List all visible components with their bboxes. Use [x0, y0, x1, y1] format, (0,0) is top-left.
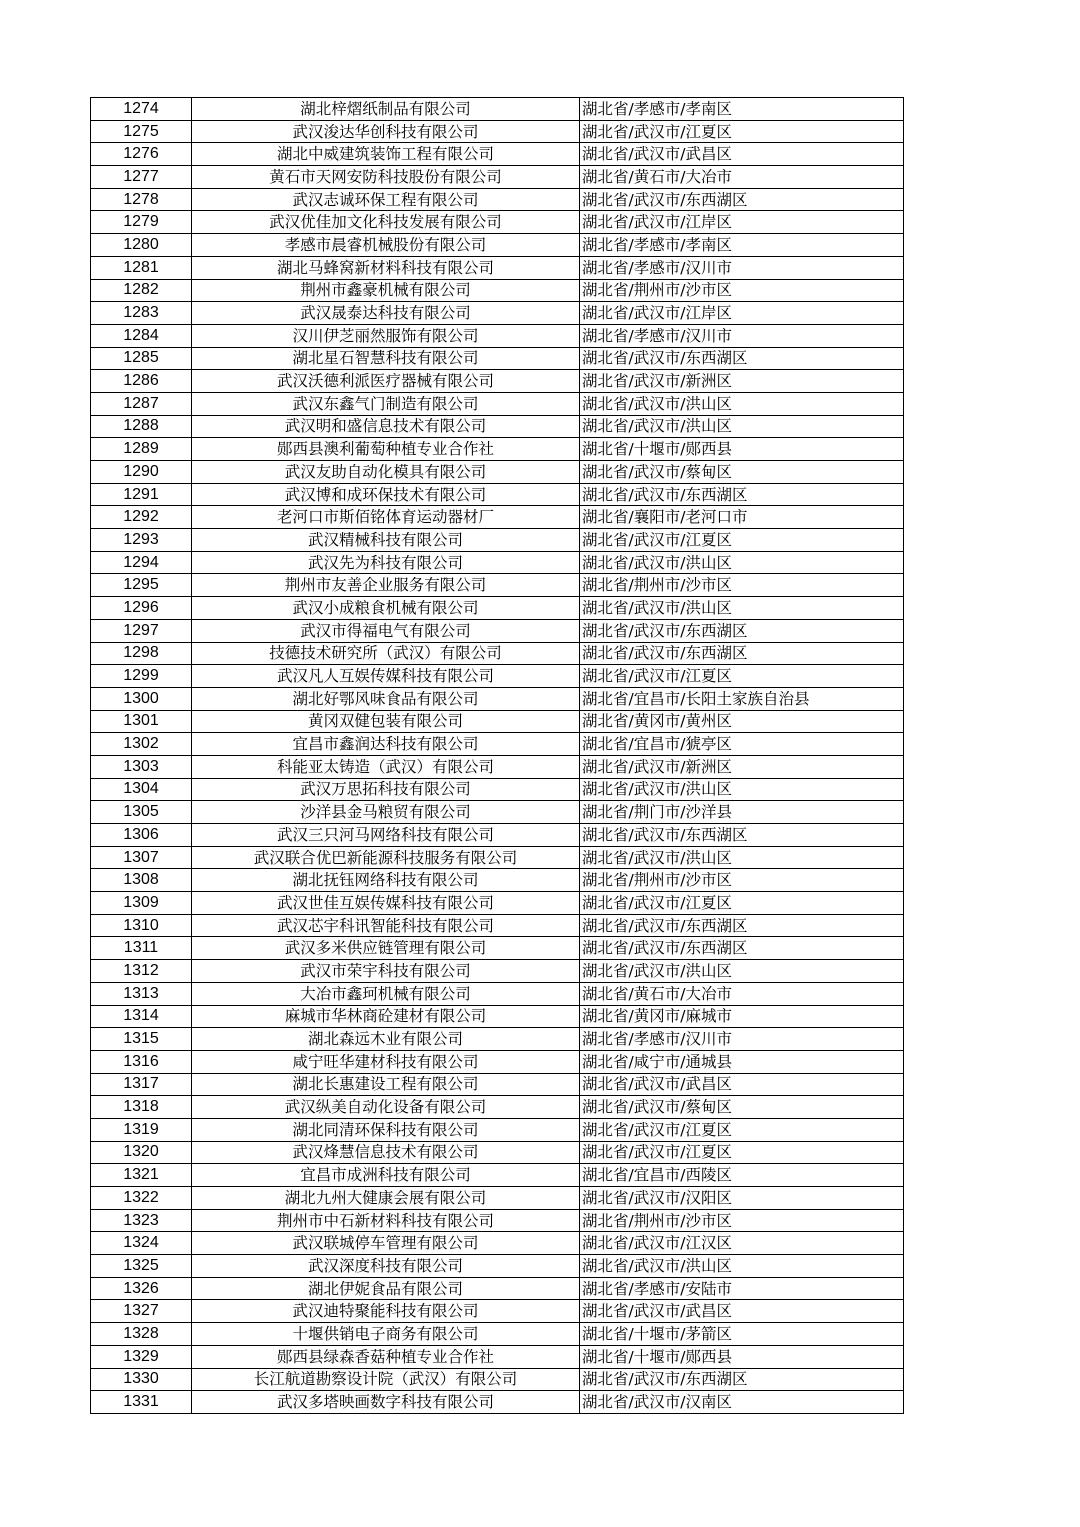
- region-cell: 湖北省/黄冈市/黄州区: [580, 710, 904, 733]
- region-cell: 湖北省/黄石市/大冶市: [580, 982, 904, 1005]
- row-number-cell: 1289: [91, 438, 192, 461]
- region-cell: 湖北省/武汉市/江夏区: [580, 1141, 904, 1164]
- row-number-cell: 1304: [91, 778, 192, 801]
- company-name-cell: 湖北长惠建设工程有限公司: [192, 1073, 580, 1096]
- company-name-cell: 武汉市得福电气有限公司: [192, 619, 580, 642]
- table-row: [91, 324, 904, 347]
- region-cell: 湖北省/武汉市/东西湖区: [580, 937, 904, 960]
- region-cell: 湖北省/武汉市/东西湖区: [580, 1368, 904, 1391]
- row-number-cell: 1309: [91, 892, 192, 915]
- table-row: [91, 801, 904, 824]
- table-row: [91, 1164, 904, 1187]
- company-name-cell: 武汉芯宇科讯智能科技有限公司: [192, 914, 580, 937]
- table-row: [91, 188, 904, 211]
- row-number-cell: 1294: [91, 551, 192, 574]
- company-name-cell: 荆州市友善企业服务有限公司: [192, 574, 580, 597]
- row-number-cell: 1328: [91, 1323, 192, 1346]
- row-number-cell: 1314: [91, 1005, 192, 1028]
- region-cell: 湖北省/孝感市/汉川市: [580, 324, 904, 347]
- table-row: [91, 461, 904, 484]
- table-row: [91, 1187, 904, 1210]
- table-row: [91, 506, 904, 529]
- table-row: [91, 1232, 904, 1255]
- company-name-cell: 武汉迪特聚能科技有限公司: [192, 1300, 580, 1323]
- region-cell: 湖北省/武汉市/东西湖区: [580, 619, 904, 642]
- table-row: [91, 1028, 904, 1051]
- table-row: [91, 98, 904, 121]
- company-name-cell: 沙洋县金马粮贸有限公司: [192, 801, 580, 824]
- company-name-cell: 武汉联城停车管理有限公司: [192, 1232, 580, 1255]
- company-name-cell: 湖北同清环保科技有限公司: [192, 1118, 580, 1141]
- row-number-cell: 1325: [91, 1255, 192, 1278]
- table-row: [91, 1391, 904, 1414]
- region-cell: 湖北省/武汉市/新洲区: [580, 370, 904, 393]
- company-name-cell: 老河口市斯佰铭体育运动器材厂: [192, 506, 580, 529]
- company-name-cell: 武汉优佳加文化科技发展有限公司: [192, 211, 580, 234]
- company-name-cell: 湖北抚钰网络科技有限公司: [192, 869, 580, 892]
- table-row: [91, 642, 904, 665]
- company-name-cell: 湖北梓熠纸制品有限公司: [192, 98, 580, 121]
- row-number-cell: 1301: [91, 710, 192, 733]
- row-number-cell: 1282: [91, 279, 192, 302]
- table-row: [91, 1255, 904, 1278]
- region-cell: 湖北省/武汉市/东西湖区: [580, 914, 904, 937]
- region-cell: 湖北省/武汉市/江夏区: [580, 120, 904, 143]
- region-cell: 湖北省/武汉市/江夏区: [580, 892, 904, 915]
- region-cell: 湖北省/武汉市/武昌区: [580, 1073, 904, 1096]
- table-row: [91, 1345, 904, 1368]
- table-row: [91, 1096, 904, 1119]
- row-number-cell: 1310: [91, 914, 192, 937]
- company-name-cell: 武汉志诚环保工程有限公司: [192, 188, 580, 211]
- company-list-table: [90, 97, 904, 1414]
- table-row: [91, 279, 904, 302]
- region-cell: 湖北省/武汉市/江岸区: [580, 302, 904, 325]
- row-number-cell: 1295: [91, 574, 192, 597]
- table-row: [91, 914, 904, 937]
- company-name-cell: 武汉晟泰达科技有限公司: [192, 302, 580, 325]
- company-name-cell: 武汉先为科技有限公司: [192, 551, 580, 574]
- company-name-cell: 武汉小成粮食机械有限公司: [192, 597, 580, 620]
- row-number-cell: 1329: [91, 1345, 192, 1368]
- row-number-cell: 1306: [91, 824, 192, 847]
- table-row: [91, 120, 904, 143]
- table-row: [91, 1050, 904, 1073]
- table-row: [91, 710, 904, 733]
- region-cell: 湖北省/武汉市/江汉区: [580, 1232, 904, 1255]
- region-cell: 湖北省/宜昌市/西陵区: [580, 1164, 904, 1187]
- table-row: [91, 1005, 904, 1028]
- row-number-cell: 1322: [91, 1187, 192, 1210]
- table-row: [91, 733, 904, 756]
- company-name-cell: 长江航道勘察设计院（武汉）有限公司: [192, 1368, 580, 1391]
- company-name-cell: 黄冈双健包装有限公司: [192, 710, 580, 733]
- region-cell: 湖北省/荆州市/沙市区: [580, 279, 904, 302]
- row-number-cell: 1319: [91, 1118, 192, 1141]
- region-cell: 湖北省/武汉市/武昌区: [580, 1300, 904, 1323]
- table-row: [91, 1368, 904, 1391]
- table-row: [91, 869, 904, 892]
- table-row: [91, 234, 904, 257]
- company-name-cell: 武汉多塔映画数字科技有限公司: [192, 1391, 580, 1414]
- table-row: [91, 892, 904, 915]
- company-name-cell: 宜昌市成洲科技有限公司: [192, 1164, 580, 1187]
- region-cell: 湖北省/武汉市/东西湖区: [580, 483, 904, 506]
- row-number-cell: 1307: [91, 846, 192, 869]
- region-cell: 湖北省/孝感市/孝南区: [580, 234, 904, 257]
- company-name-cell: 荆州市中石新材料科技有限公司: [192, 1209, 580, 1232]
- region-cell: 湖北省/孝感市/汉川市: [580, 1028, 904, 1051]
- row-number-cell: 1279: [91, 211, 192, 234]
- region-cell: 湖北省/宜昌市/猇亭区: [580, 733, 904, 756]
- row-number-cell: 1315: [91, 1028, 192, 1051]
- region-cell: 湖北省/武汉市/蔡甸区: [580, 461, 904, 484]
- company-name-cell: 武汉沃德利派医疗器械有限公司: [192, 370, 580, 393]
- row-number-cell: 1284: [91, 324, 192, 347]
- company-name-cell: 大冶市鑫珂机械有限公司: [192, 982, 580, 1005]
- region-cell: 湖北省/武汉市/洪山区: [580, 846, 904, 869]
- row-number-cell: 1320: [91, 1141, 192, 1164]
- region-cell: 湖北省/武汉市/新洲区: [580, 755, 904, 778]
- table-row: [91, 1141, 904, 1164]
- row-number-cell: 1278: [91, 188, 192, 211]
- company-name-cell: 武汉精械科技有限公司: [192, 529, 580, 552]
- region-cell: 湖北省/咸宁市/通城县: [580, 1050, 904, 1073]
- company-name-cell: 武汉凡人互娱传媒科技有限公司: [192, 665, 580, 688]
- company-name-cell: 宜昌市鑫润达科技有限公司: [192, 733, 580, 756]
- company-name-cell: 郧西县澳利葡萄种植专业合作社: [192, 438, 580, 461]
- row-number-cell: 1285: [91, 347, 192, 370]
- company-name-cell: 技德技术研究所（武汉）有限公司: [192, 642, 580, 665]
- table-row: [91, 619, 904, 642]
- company-name-cell: 武汉世佳互娱传媒科技有限公司: [192, 892, 580, 915]
- table-row: [91, 846, 904, 869]
- row-number-cell: 1299: [91, 665, 192, 688]
- region-cell: 湖北省/武汉市/汉南区: [580, 1391, 904, 1414]
- row-number-cell: 1290: [91, 461, 192, 484]
- company-name-cell: 武汉三只河马网络科技有限公司: [192, 824, 580, 847]
- company-name-cell: 湖北星石智慧科技有限公司: [192, 347, 580, 370]
- region-cell: 湖北省/武汉市/江夏区: [580, 1118, 904, 1141]
- row-number-cell: 1291: [91, 483, 192, 506]
- table-row: [91, 937, 904, 960]
- region-cell: 湖北省/荆州市/沙市区: [580, 574, 904, 597]
- company-name-cell: 武汉多米供应链管理有限公司: [192, 937, 580, 960]
- region-cell: 湖北省/武汉市/江岸区: [580, 211, 904, 234]
- row-number-cell: 1292: [91, 506, 192, 529]
- company-name-cell: 汉川伊芝丽然服饰有限公司: [192, 324, 580, 347]
- row-number-cell: 1317: [91, 1073, 192, 1096]
- region-cell: 湖北省/武汉市/汉阳区: [580, 1187, 904, 1210]
- table-row: [91, 1118, 904, 1141]
- company-name-cell: 武汉浚达华创科技有限公司: [192, 120, 580, 143]
- table-row: [91, 302, 904, 325]
- row-number-cell: 1305: [91, 801, 192, 824]
- region-cell: 湖北省/孝感市/安陆市: [580, 1277, 904, 1300]
- table-row: [91, 438, 904, 461]
- company-name-cell: 武汉深度科技有限公司: [192, 1255, 580, 1278]
- region-cell: 湖北省/荆门市/沙洋县: [580, 801, 904, 824]
- company-name-cell: 湖北伊妮食品有限公司: [192, 1277, 580, 1300]
- row-number-cell: 1298: [91, 642, 192, 665]
- row-number-cell: 1331: [91, 1391, 192, 1414]
- region-cell: 湖北省/武汉市/蔡甸区: [580, 1096, 904, 1119]
- row-number-cell: 1316: [91, 1050, 192, 1073]
- row-number-cell: 1277: [91, 166, 192, 189]
- region-cell: 湖北省/荆州市/沙市区: [580, 1209, 904, 1232]
- region-cell: 湖北省/武汉市/东西湖区: [580, 347, 904, 370]
- table-row: [91, 1300, 904, 1323]
- table-row: [91, 665, 904, 688]
- company-name-cell: 湖北中威建筑装饰工程有限公司: [192, 143, 580, 166]
- company-name-cell: 湖北好鄂风味食品有限公司: [192, 687, 580, 710]
- region-cell: 湖北省/武汉市/洪山区: [580, 778, 904, 801]
- row-number-cell: 1286: [91, 370, 192, 393]
- region-cell: 湖北省/武汉市/洪山区: [580, 392, 904, 415]
- row-number-cell: 1308: [91, 869, 192, 892]
- row-number-cell: 1302: [91, 733, 192, 756]
- company-name-cell: 孝感市晨睿机械股份有限公司: [192, 234, 580, 257]
- region-cell: 湖北省/孝感市/汉川市: [580, 256, 904, 279]
- region-cell: 湖北省/荆州市/沙市区: [580, 869, 904, 892]
- region-cell: 湖北省/武汉市/洪山区: [580, 415, 904, 438]
- table-row: [91, 597, 904, 620]
- row-number-cell: 1330: [91, 1368, 192, 1391]
- table-row: [91, 824, 904, 847]
- row-number-cell: 1303: [91, 755, 192, 778]
- table-row: [91, 755, 904, 778]
- company-name-cell: 湖北马蜂窝新材料科技有限公司: [192, 256, 580, 279]
- company-name-cell: 郧西县绿森香菇种植专业合作社: [192, 1345, 580, 1368]
- company-name-cell: 武汉万思拓科技有限公司: [192, 778, 580, 801]
- table-row: [91, 143, 904, 166]
- row-number-cell: 1326: [91, 1277, 192, 1300]
- company-name-cell: 科能亚太铸造（武汉）有限公司: [192, 755, 580, 778]
- table-row: [91, 960, 904, 983]
- table-row: [91, 529, 904, 552]
- row-number-cell: 1275: [91, 120, 192, 143]
- table-row: [91, 415, 904, 438]
- region-cell: 湖北省/宜昌市/长阳土家族自治县: [580, 687, 904, 710]
- row-number-cell: 1274: [91, 98, 192, 121]
- row-number-cell: 1313: [91, 982, 192, 1005]
- row-number-cell: 1321: [91, 1164, 192, 1187]
- region-cell: 湖北省/武汉市/武昌区: [580, 143, 904, 166]
- company-name-cell: 咸宁旺华建材科技有限公司: [192, 1050, 580, 1073]
- table-row: [91, 166, 904, 189]
- region-cell: 湖北省/十堰市/茅箭区: [580, 1323, 904, 1346]
- company-name-cell: 武汉市荣宇科技有限公司: [192, 960, 580, 983]
- company-name-cell: 湖北九州大健康会展有限公司: [192, 1187, 580, 1210]
- row-number-cell: 1327: [91, 1300, 192, 1323]
- region-cell: 湖北省/武汉市/洪山区: [580, 551, 904, 574]
- row-number-cell: 1311: [91, 937, 192, 960]
- region-cell: 湖北省/襄阳市/老河口市: [580, 506, 904, 529]
- table-row: [91, 1209, 904, 1232]
- region-cell: 湖北省/十堰市/郧西县: [580, 1345, 904, 1368]
- region-cell: 湖北省/武汉市/洪山区: [580, 960, 904, 983]
- company-name-cell: 武汉联合优巴新能源科技服务有限公司: [192, 846, 580, 869]
- table-row: [91, 982, 904, 1005]
- region-cell: 湖北省/武汉市/江夏区: [580, 665, 904, 688]
- company-name-cell: 武汉烽慧信息技术有限公司: [192, 1141, 580, 1164]
- table-row: [91, 483, 904, 506]
- company-name-cell: 黄石市天网安防科技股份有限公司: [192, 166, 580, 189]
- company-name-cell: 武汉东鑫气门制造有限公司: [192, 392, 580, 415]
- row-number-cell: 1296: [91, 597, 192, 620]
- table-row: [91, 1323, 904, 1346]
- table-row: [91, 1073, 904, 1096]
- company-name-cell: 麻城市华林商砼建材有限公司: [192, 1005, 580, 1028]
- company-name-cell: 荆州市鑫豪机械有限公司: [192, 279, 580, 302]
- row-number-cell: 1300: [91, 687, 192, 710]
- company-name-cell: 十堰供销电子商务有限公司: [192, 1323, 580, 1346]
- row-number-cell: 1283: [91, 302, 192, 325]
- row-number-cell: 1318: [91, 1096, 192, 1119]
- region-cell: 湖北省/武汉市/洪山区: [580, 597, 904, 620]
- company-name-cell: 武汉友助自动化模具有限公司: [192, 461, 580, 484]
- table-row: [91, 551, 904, 574]
- row-number-cell: 1324: [91, 1232, 192, 1255]
- company-name-cell: 武汉纵美自动化设备有限公司: [192, 1096, 580, 1119]
- region-cell: 湖北省/十堰市/郧西县: [580, 438, 904, 461]
- table-row: [91, 211, 904, 234]
- table-row: [91, 778, 904, 801]
- row-number-cell: 1297: [91, 619, 192, 642]
- table-row: [91, 392, 904, 415]
- region-cell: 湖北省/武汉市/江夏区: [580, 529, 904, 552]
- table-row: [91, 347, 904, 370]
- region-cell: 湖北省/孝感市/孝南区: [580, 98, 904, 121]
- region-cell: 湖北省/黄冈市/麻城市: [580, 1005, 904, 1028]
- row-number-cell: 1288: [91, 415, 192, 438]
- region-cell: 湖北省/武汉市/东西湖区: [580, 188, 904, 211]
- table-row: [91, 1277, 904, 1300]
- row-number-cell: 1287: [91, 392, 192, 415]
- row-number-cell: 1276: [91, 143, 192, 166]
- table-row: [91, 574, 904, 597]
- row-number-cell: 1293: [91, 529, 192, 552]
- region-cell: 湖北省/武汉市/洪山区: [580, 1255, 904, 1278]
- company-name-cell: 武汉博和成环保技术有限公司: [192, 483, 580, 506]
- row-number-cell: 1280: [91, 234, 192, 257]
- company-name-cell: 湖北森远木业有限公司: [192, 1028, 580, 1051]
- region-cell: 湖北省/黄石市/大冶市: [580, 166, 904, 189]
- row-number-cell: 1312: [91, 960, 192, 983]
- row-number-cell: 1281: [91, 256, 192, 279]
- table-row: [91, 370, 904, 393]
- table-row: [91, 256, 904, 279]
- region-cell: 湖北省/武汉市/东西湖区: [580, 824, 904, 847]
- region-cell: 湖北省/武汉市/东西湖区: [580, 642, 904, 665]
- table-row: [91, 687, 904, 710]
- company-name-cell: 武汉明和盛信息技术有限公司: [192, 415, 580, 438]
- row-number-cell: 1323: [91, 1209, 192, 1232]
- table-body: [91, 98, 904, 1414]
